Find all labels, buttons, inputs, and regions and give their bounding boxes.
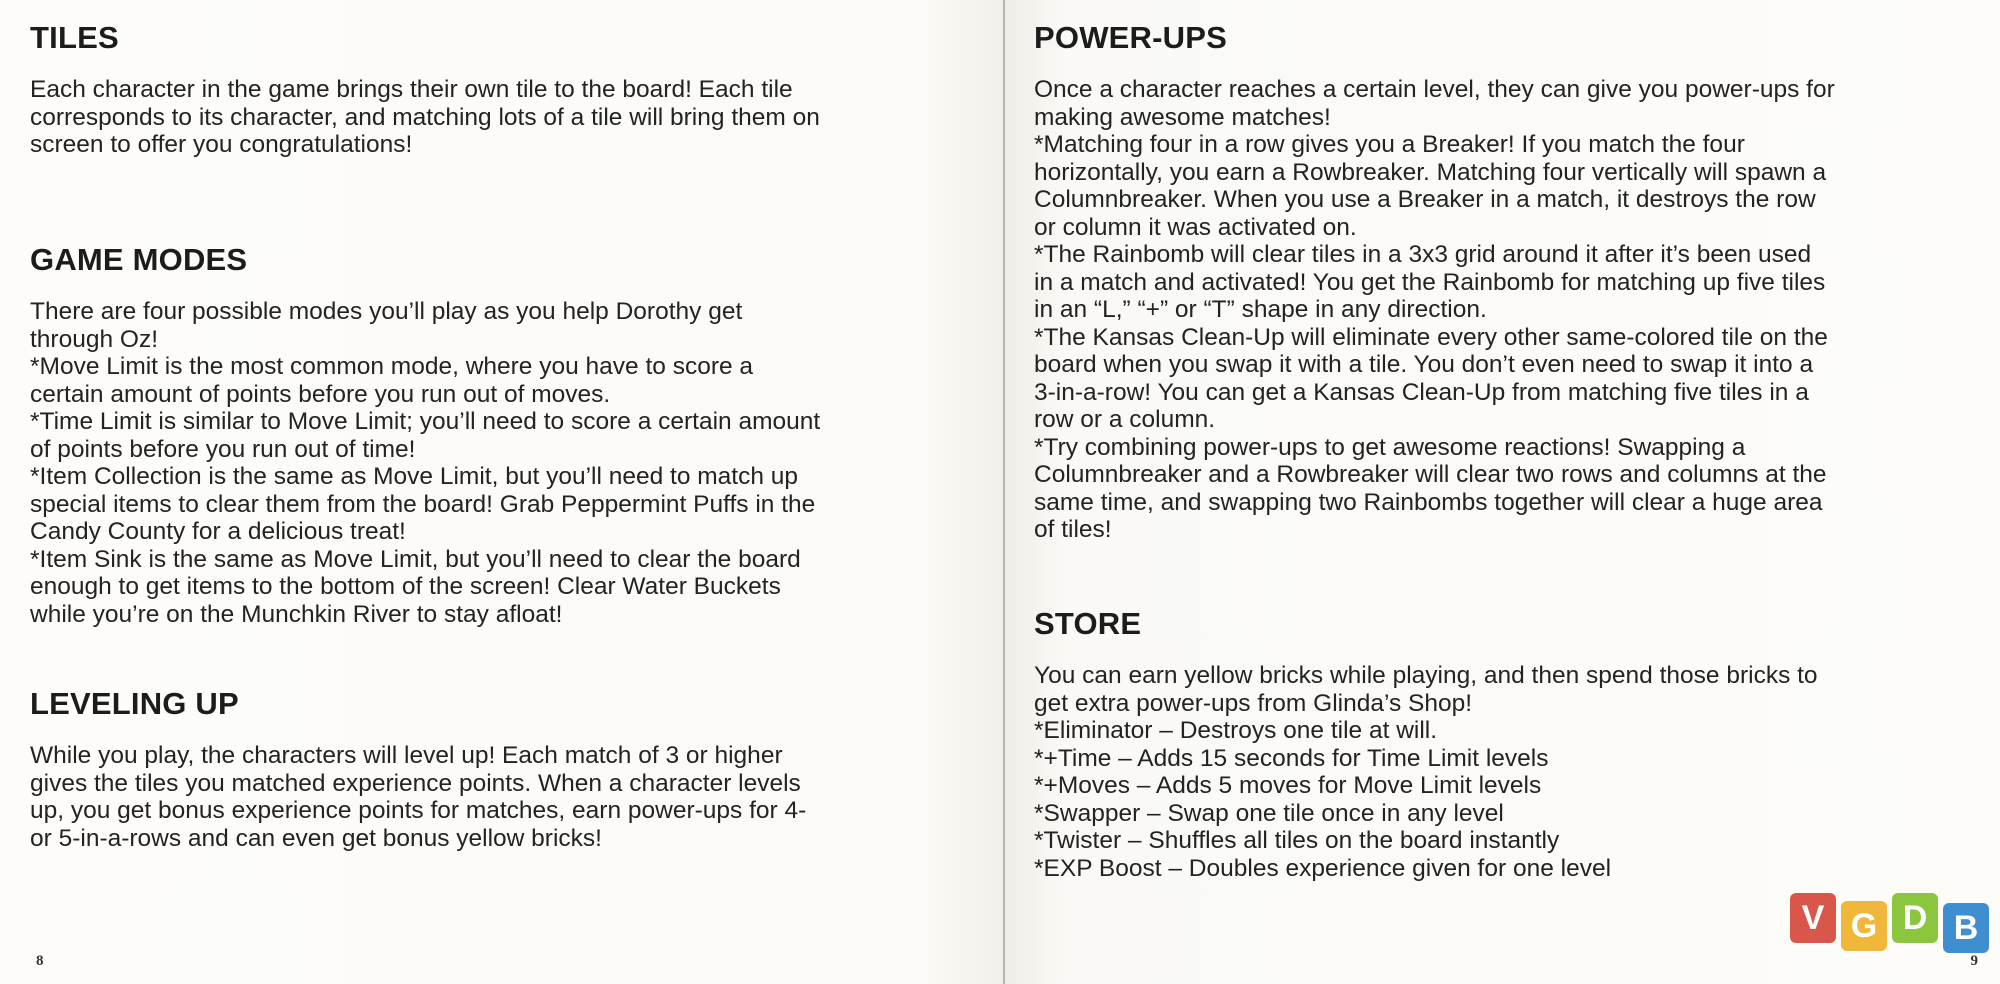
text-line: Columnbreaker and a Rowbreaker will clear two rows and columns at the bbox=[1034, 461, 1827, 488]
text-line: certain amount of points before you run out of moves. bbox=[30, 380, 611, 408]
store-body bbox=[1034, 662, 1989, 882]
text-line: Each character in the game brings their own tile to the board! Each tile bbox=[30, 76, 793, 103]
section-leveling-up bbox=[30, 686, 990, 852]
text-line: *Item Sink is the same as Move Limit, but you’ll need to clear the board bbox=[30, 545, 801, 573]
text-line: *The Kansas Clean-Up will eliminate every other same-colored tile on the bbox=[1034, 323, 1828, 351]
heading-game-modes: GAME MODES bbox=[30, 242, 248, 277]
text-line: *Time Limit is similar to Move Limit; you’ll need to score a certain amount bbox=[30, 408, 821, 435]
watermark-letter-g: G bbox=[1841, 901, 1887, 951]
text-line: screen to offer you congratulations! bbox=[30, 131, 413, 158]
text-line: special items to clear them from the board! Grab Peppermint Puffs in the bbox=[30, 490, 816, 518]
text-line: of points before you run out of time! bbox=[30, 435, 416, 463]
text-line: *The Rainbomb will clear tiles in a 3x3 grid around it after it’s been used bbox=[1034, 241, 1812, 268]
page-number-left: 8 bbox=[36, 953, 44, 969]
text-line: get extra power-ups from Glinda’s Shop! bbox=[1034, 689, 1473, 717]
section-power-ups bbox=[1034, 20, 1989, 544]
text-line: same time, and swapping two Rainbombs together will clear a huge area bbox=[1034, 488, 1823, 516]
text-line: *Eliminator – Destroys one tile at will. bbox=[1034, 717, 1438, 744]
text-line: Once a character reaches a certain level, they can give you power-ups for bbox=[1034, 76, 1835, 103]
text-line: Candy County for a delicious treat! bbox=[30, 518, 406, 545]
text-line: While you play, the characters will level up! Each match of 3 or higher bbox=[30, 742, 783, 769]
text-line: *Move Limit is the most common mode, where you have to score a bbox=[30, 353, 754, 380]
text-line: board when you swap it with a tile. You don’t even need to swap it into a bbox=[1034, 351, 1814, 378]
section-tiles bbox=[30, 20, 990, 159]
text-line: *Try combining power-ups to get awesome reactions! Swapping a bbox=[1034, 433, 1746, 461]
section-game-modes bbox=[30, 242, 990, 628]
vgdb-watermark-logo bbox=[1790, 893, 1989, 953]
text-line: *Item Collection is the same as Move Limit, but you’ll need to match up bbox=[30, 463, 799, 490]
text-line: up, you get bonus experience points for matches, earn power-ups for 4- bbox=[30, 797, 807, 824]
heading-store: STORE bbox=[1034, 606, 1142, 641]
text-line: You can earn yellow bricks while playing, and then spend those bricks to bbox=[1034, 662, 1818, 689]
text-line: horizontally, you earn a Rowbreaker. Matching four vertically will spawn a bbox=[1034, 158, 1827, 186]
text-line: making awesome matches! bbox=[1034, 103, 1331, 131]
text-line: in a match and activated! You get the Rainbomb for matching up five tiles bbox=[1034, 268, 1826, 296]
text-line: while you’re on the Munchkin River to stay afloat! bbox=[30, 600, 563, 628]
watermark-letter-v: V bbox=[1790, 893, 1836, 943]
watermark-letter-b: B bbox=[1943, 903, 1989, 953]
text-line: or column it was activated on. bbox=[1034, 213, 1357, 241]
heading-tiles: TILES bbox=[30, 20, 119, 55]
text-line: gives the tiles you matched experience points. When a character levels bbox=[30, 769, 801, 797]
text-line: Columnbreaker. When you use a Breaker in a match, it destroys the row bbox=[1034, 186, 1816, 213]
page-number-right: 9 bbox=[1970, 953, 1978, 969]
text-line: *EXP Boost – Doubles experience given for one level bbox=[1034, 854, 1612, 882]
heading-leveling-up: LEVELING UP bbox=[30, 686, 239, 721]
section-store bbox=[1034, 606, 1989, 882]
text-line: in an “L,” “+” or “T” shape in any direction. bbox=[1034, 296, 1487, 323]
text-line: 3-in-a-row! You can get a Kansas Clean-Up from matching five tiles in a bbox=[1034, 378, 1809, 406]
right-page bbox=[1005, 0, 2000, 984]
text-line: *+Time – Adds 15 seconds for Time Limit levels bbox=[1034, 744, 1549, 772]
watermark-letter-d: D bbox=[1892, 893, 1938, 943]
text-line: *Matching four in a row gives you a Breaker! If you match the four bbox=[1034, 131, 1745, 158]
text-line: *Swapper – Swap one tile once in any level bbox=[1034, 799, 1504, 827]
text-line: through Oz! bbox=[30, 325, 159, 353]
game-modes-body bbox=[30, 298, 990, 628]
heading-power-ups: POWER-UPS bbox=[1034, 20, 1227, 55]
text-line: or 5-in-a-rows and can even get bonus yellow bricks! bbox=[30, 824, 602, 852]
tiles-body bbox=[30, 76, 990, 159]
text-line: There are four possible modes you’ll play as you help Dorothy get bbox=[30, 298, 743, 325]
text-line: *Twister – Shuffles all tiles on the board instantly bbox=[1034, 827, 1560, 854]
leveling-up-body bbox=[30, 742, 990, 852]
text-line: *+Moves – Adds 5 moves for Move Limit levels bbox=[1034, 772, 1542, 799]
text-line: of tiles! bbox=[1034, 516, 1112, 543]
text-line: enough to get items to the bottom of the screen! Clear Water Buckets bbox=[30, 573, 781, 600]
text-line: row or a column. bbox=[1034, 406, 1216, 433]
text-line: corresponds to its character, and matching lots of a tile will bring them on bbox=[30, 103, 820, 131]
power-ups-body bbox=[1034, 76, 1989, 544]
